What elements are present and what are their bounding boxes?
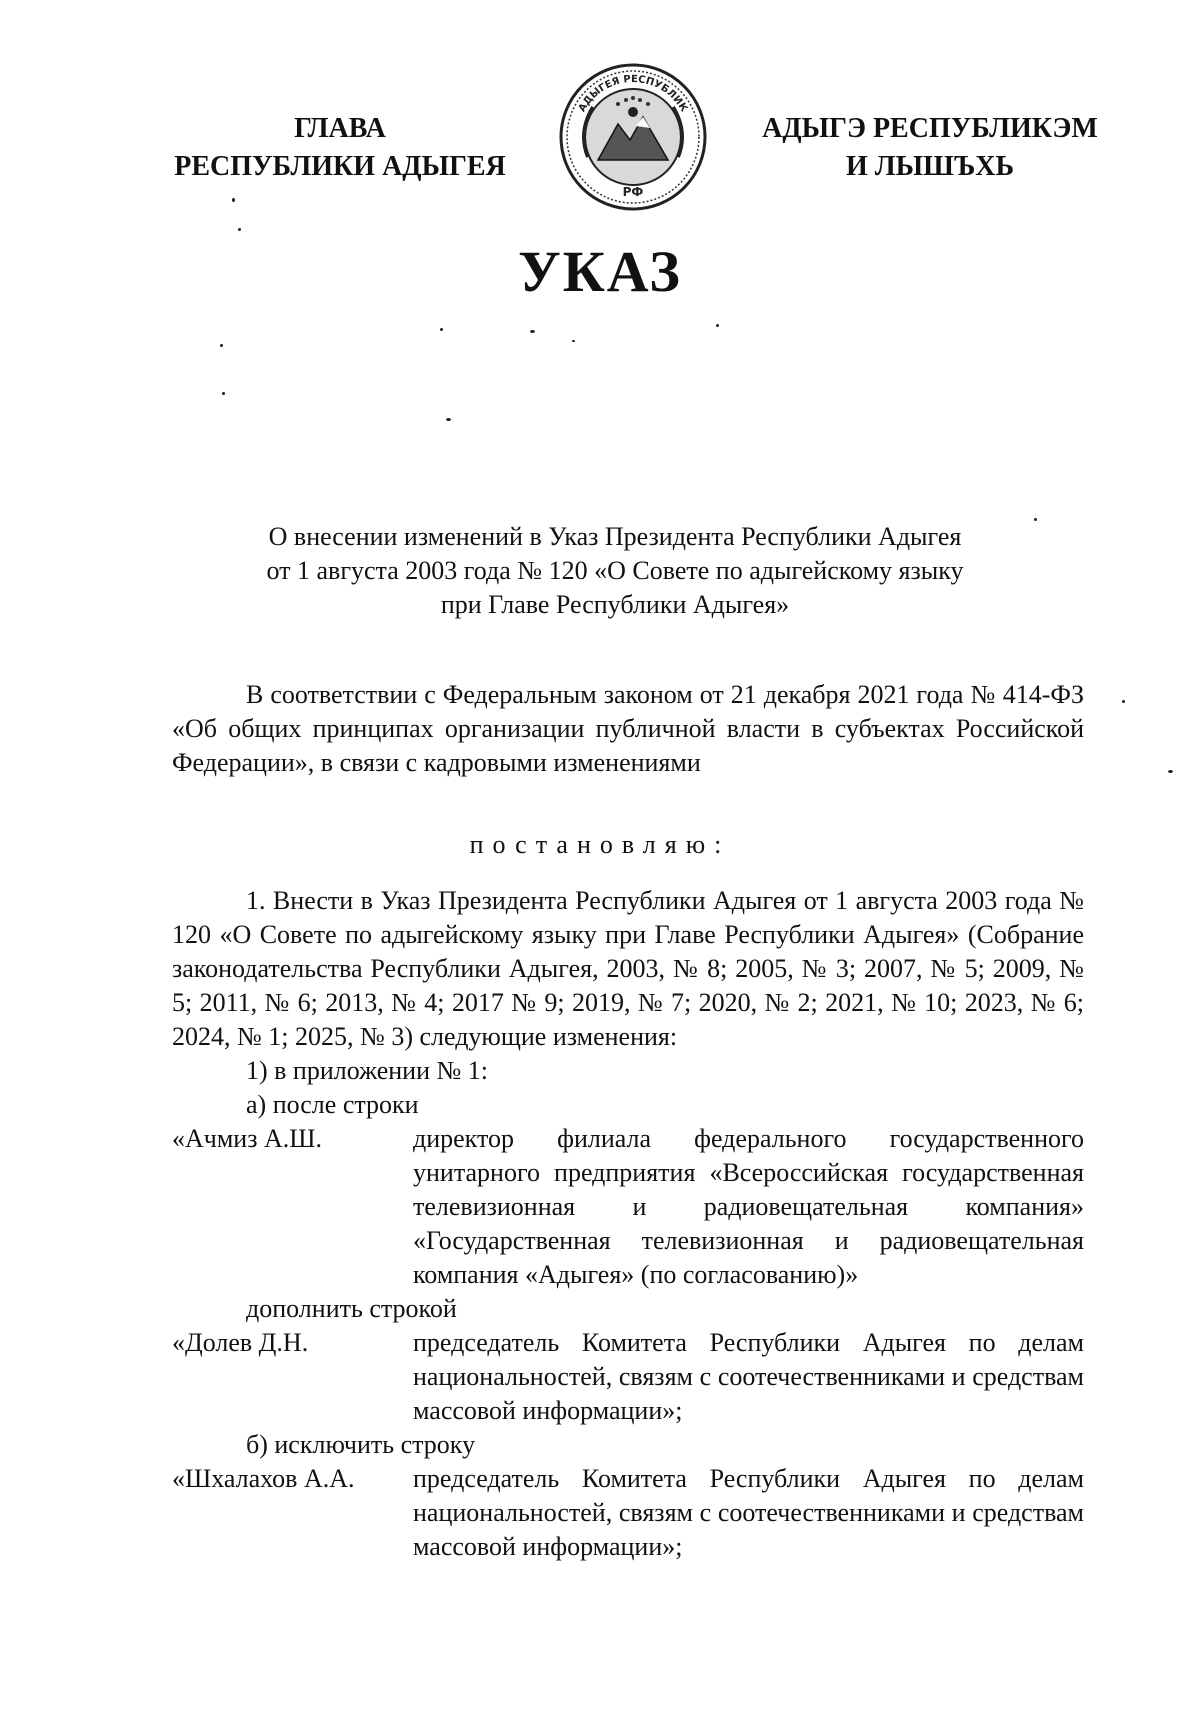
point-1-paragraph: 1. Внести в Указ Президента Республики Адыгея от 1 августа 2003 года № 120 «О Совете по адыгейскому языку при Главе Республики Адыгея» (Собрание законодательства Республики Адыгея, 2003, № 8; 2005, № 3; 2007, № 5; 2009, № 5; 2011, № 6; 2013, № 4; 2017 № 9; 2019, № 7; 2020, № 2; 2021, № 10; 2023, № 6; 2024, № 1; 2025, № 3) следующие изменения: (172, 886, 1084, 1051)
entry-name-achmiz: «Ачмиз А.Ш. (172, 1124, 322, 1153)
scan-speck (1122, 700, 1125, 703)
document-subject (200, 520, 1030, 622)
emblem-bottom-text: РФ (622, 185, 644, 199)
entry-desc-shkhalakhov: председатель Комитета Республики Адыгея по делам национальностей, связям с соотечественниками и средствам массовой информации»; (413, 1464, 1084, 1561)
emblem-ring-text: АДЫГЕЯ РЕСПУБЛИК (576, 73, 690, 114)
entry-name-dolev: «Долев Д.Н. (172, 1328, 309, 1357)
subpoint-b: б) исключить строку (246, 1430, 476, 1459)
header-right-line2: И ЛЫШЪХЬ (845, 151, 1015, 182)
coat-of-arms-emblem (558, 62, 708, 212)
document-title: УКАЗ (518, 239, 682, 304)
subpoint-a: а) после строки (246, 1090, 419, 1119)
scan-speck (440, 328, 443, 331)
header-left-line1: ГЛАВА (294, 113, 386, 144)
preamble-paragraph: В соответствии с Федеральным законом от 21 декабря 2021 года № 414-ФЗ «Об общих принципах организации публичной власти в субъектах Российской Федерации», в связи с кадровыми изменениями (172, 680, 1084, 777)
header-left-line2: РЕСПУБЛИКИ АДЫГЕЯ (174, 151, 506, 182)
header-right-line1: АДЫГЭ РЕСПУБЛИКЭМ (762, 113, 1098, 144)
subject-line3: при Главе Республики Адыгея» (440, 590, 790, 619)
scan-speck (1168, 770, 1173, 773)
scan-speck (232, 198, 235, 202)
scan-speck (222, 392, 225, 395)
decree-word: постановляю: (469, 830, 731, 859)
scan-speck (220, 344, 223, 347)
entry-desc-dolev: председатель Комитета Республики Адыгея по делам национальностей, связям с соотечественниками и средствам массовой информации»; (413, 1328, 1084, 1425)
subject-line1: О внесении изменений в Указ Президента Республики Адыгея (268, 522, 962, 551)
scan-speck (716, 324, 719, 327)
scan-speck (446, 418, 451, 421)
entry-row-achmiz (172, 1122, 1084, 1292)
entry-name-shkhalakhov: «Шхалахов А.А. (172, 1464, 355, 1493)
scan-speck (572, 340, 575, 342)
entry-desc-achmiz: директор филиала федерального государственного унитарного предприятия «Всероссийская государственная телевизионная и радиовещательная компания» «Государственная телевизионная и радиовещательная компания «Адыгея» (по согласованию)» (413, 1124, 1084, 1289)
decree-body (172, 884, 1084, 1564)
header-right (730, 110, 1130, 186)
subject-line2: от 1 августа 2003 года № 120 «О Совете по адыгейскому языку (266, 556, 964, 585)
entry-row-dolev (172, 1326, 1084, 1428)
scan-speck (530, 330, 535, 333)
header-left (150, 110, 530, 186)
scan-speck (1034, 518, 1037, 521)
entry-row-shkhalakhov (172, 1462, 1084, 1564)
subpoint-1: 1) в приложении № 1: (246, 1056, 489, 1085)
scan-speck (238, 228, 241, 231)
add-row-instruction: дополнить строкой (246, 1294, 457, 1323)
